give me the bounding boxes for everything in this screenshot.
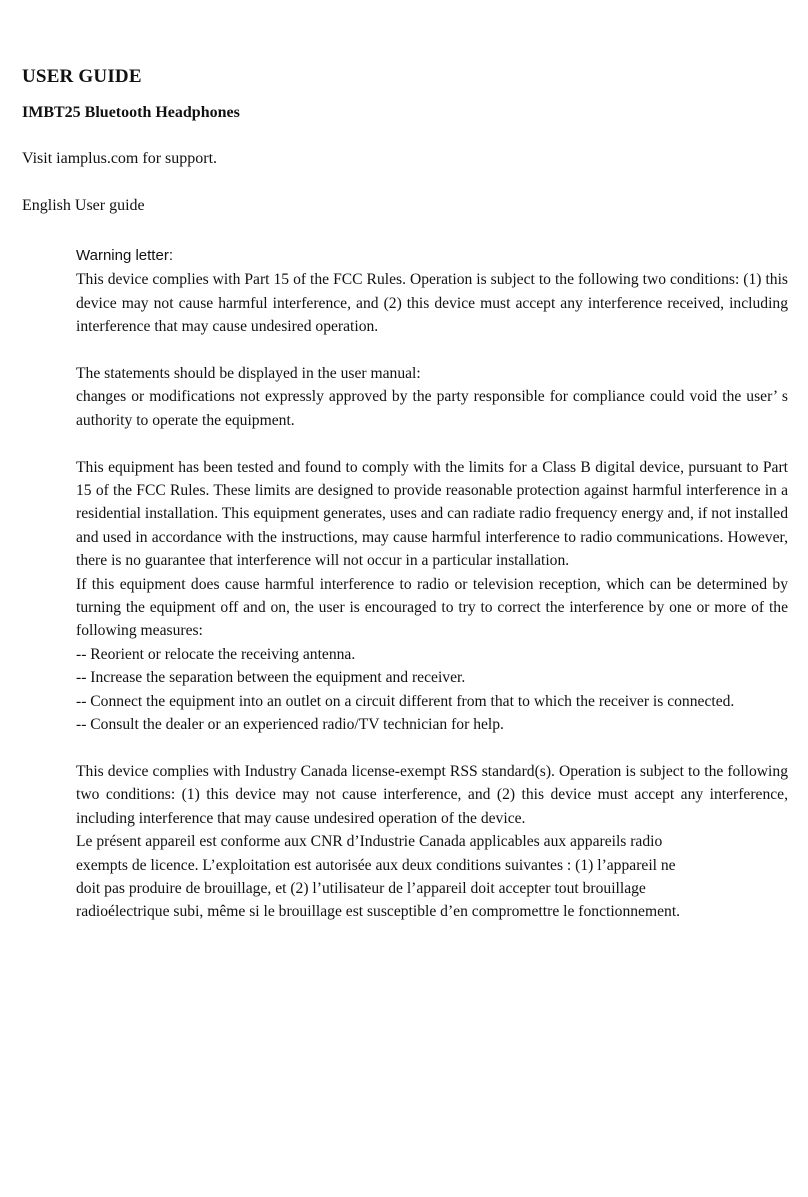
- measure-item: -- Connect the equipment into an outlet on a circuit different from that to which the receiver is connected.: [76, 692, 735, 710]
- french-line: exempts de licence. L’exploitation est autorisée aux deux conditions suivantes : (1) l’appareil ne: [76, 856, 676, 874]
- language-line: English User guide: [22, 197, 145, 214]
- product-name: IMBT25 Bluetooth Headphones: [22, 104, 240, 121]
- fcc-conditions-paragraph: This device complies with Part 15 of the FCC Rules. Operation is subject to the following two conditions: (1) this device may not cause harmful interference, and (2) this device must accept any interference received, including interference that may cause undesired operation.: [76, 271, 788, 336]
- document-title: USER GUIDE: [22, 66, 142, 87]
- statements-paragraph: changes or modifications not expressly approved by the party responsible for compliance could void the user’ s authority to operate the equipment.: [76, 388, 788, 429]
- paragraph-gap: [76, 737, 788, 760]
- measures-intro: If this equipment does cause harmful interference to radio or television reception, which can be determined by turning the equipment off and on, the user is encouraged to try to correct the interference by one or more of the following measures:: [76, 575, 788, 640]
- support-line: Visit iamplus.com for support.: [22, 150, 218, 167]
- industry-canada-paragraph: This device complies with Industry Canada license-exempt RSS standard(s). Operation is subject to the following two conditions: (1) this device may not cause interference, and (2) this device must accept any interference, including interference that may cause undesired operation of the device.: [76, 762, 788, 827]
- french-line: Le présent appareil est conforme aux CNR d’Industrie Canada applicables aux appareils radio: [76, 833, 663, 851]
- class-b-paragraph: This equipment has been tested and found to comply with the limits for a Class B digital device, pursuant to Part 15 of the FCC Rules. These limits are designed to provide reasonable protection against harmful interference in a residential installation. This equipment generates, uses and can radiate radio frequency energy and, if not installed and used in accordance with the instructions, may cause harmful interference to radio communications. However, there is no guarantee that interference will not occur in a particular installation.: [76, 458, 788, 570]
- measure-item: -- Reorient or relocate the receiving antenna.: [76, 645, 356, 663]
- french-line: radioélectrique subi, même si le brouillage est susceptible d’en compromettre le fonctionnement.: [76, 903, 681, 921]
- measure-item: -- Increase the separation between the equipment and receiver.: [76, 669, 466, 687]
- measure-item: -- Consult the dealer or an experienced radio/TV technician for help.: [76, 716, 504, 734]
- french-line: doit pas produire de brouillage, et (2) l’utilisateur de l’appareil doit accepter tout brouillage: [76, 879, 646, 897]
- warning-section: [76, 244, 788, 924]
- statements-heading: The statements should be displayed in the user manual:: [76, 365, 421, 383]
- warning-label: Warning letter:: [76, 247, 173, 264]
